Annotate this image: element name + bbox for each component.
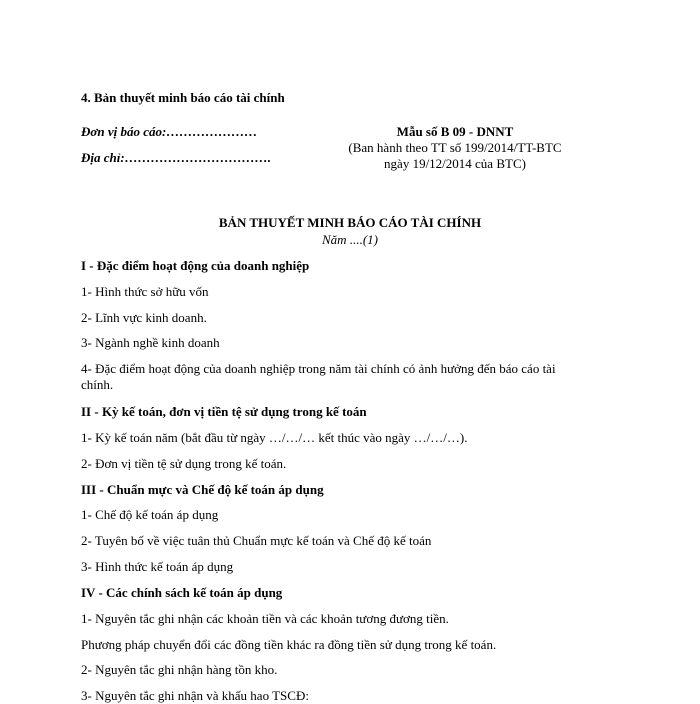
section-heading-1: I - Đặc điểm hoạt động của doanh nghiệp: [81, 258, 310, 273]
list-item: 3- Hình thức kế toán áp dụng: [81, 559, 234, 574]
list-item: 3- Nguyên tắc ghi nhận và khấu hao TSCĐ:: [81, 688, 309, 703]
list-item: 2- Lĩnh vực kinh doanh.: [81, 310, 207, 325]
document-year: Năm ....(1): [322, 232, 378, 247]
list-item: 3- Ngành nghề kinh doanh: [81, 335, 220, 350]
list-item: 4- Đặc điểm hoạt động của doanh nghiệp trong năm tài chính có ảnh hưởng đến báo cáo tài: [81, 361, 556, 376]
section-title: 4. Bản thuyết minh báo cáo tài chính: [81, 90, 285, 105]
document-title: BẢN THUYẾT MINH BÁO CÁO TÀI CHÍNH: [218, 215, 482, 230]
list-item: 1- Kỳ kế toán năm (bắt đầu từ ngày …/…/… kết thúc vào ngày …/…/…).: [81, 430, 468, 445]
list-item: Phương pháp chuyển đổi các đồng tiền khác ra đồng tiền sử dụng trong kế toán.: [81, 637, 497, 652]
issued-by-line-1: (Ban hành theo TT số 199/2014/TT-BTC: [348, 140, 562, 155]
list-item: chính.: [81, 377, 114, 392]
section-heading-4: IV - Các chính sách kế toán áp dụng: [81, 585, 283, 600]
reporting-unit-label: Đơn vị báo cáo:…………………: [81, 124, 258, 139]
section-heading-3: III - Chuẩn mực và Chế độ kế toán áp dụng: [81, 482, 324, 497]
issued-by-line-2: ngày 19/12/2014 của BTC): [384, 156, 526, 171]
list-item: 1- Nguyên tắc ghi nhận các khoản tiền và các khoản tương đương tiền.: [81, 611, 449, 626]
list-item: 2- Đơn vị tiền tệ sử dụng trong kế toán.: [81, 456, 287, 471]
list-item: 1- Chế độ kế toán áp dụng: [81, 507, 219, 522]
form-code: Mẫu số B 09 - DNNT: [396, 124, 514, 139]
list-item: 2- Tuyên bố về việc tuân thủ Chuẩn mực kế toán và Chế độ kế toán: [81, 533, 432, 548]
list-item: 1- Hình thức sở hữu vốn: [81, 284, 209, 299]
section-heading-2: II - Kỳ kế toán, đơn vị tiền tệ sử dụng trong kế toán: [81, 404, 367, 419]
list-item: 2- Nguyên tắc ghi nhận hàng tồn kho.: [81, 662, 278, 677]
address-label: Địa chỉ:…………………………….: [81, 150, 271, 165]
